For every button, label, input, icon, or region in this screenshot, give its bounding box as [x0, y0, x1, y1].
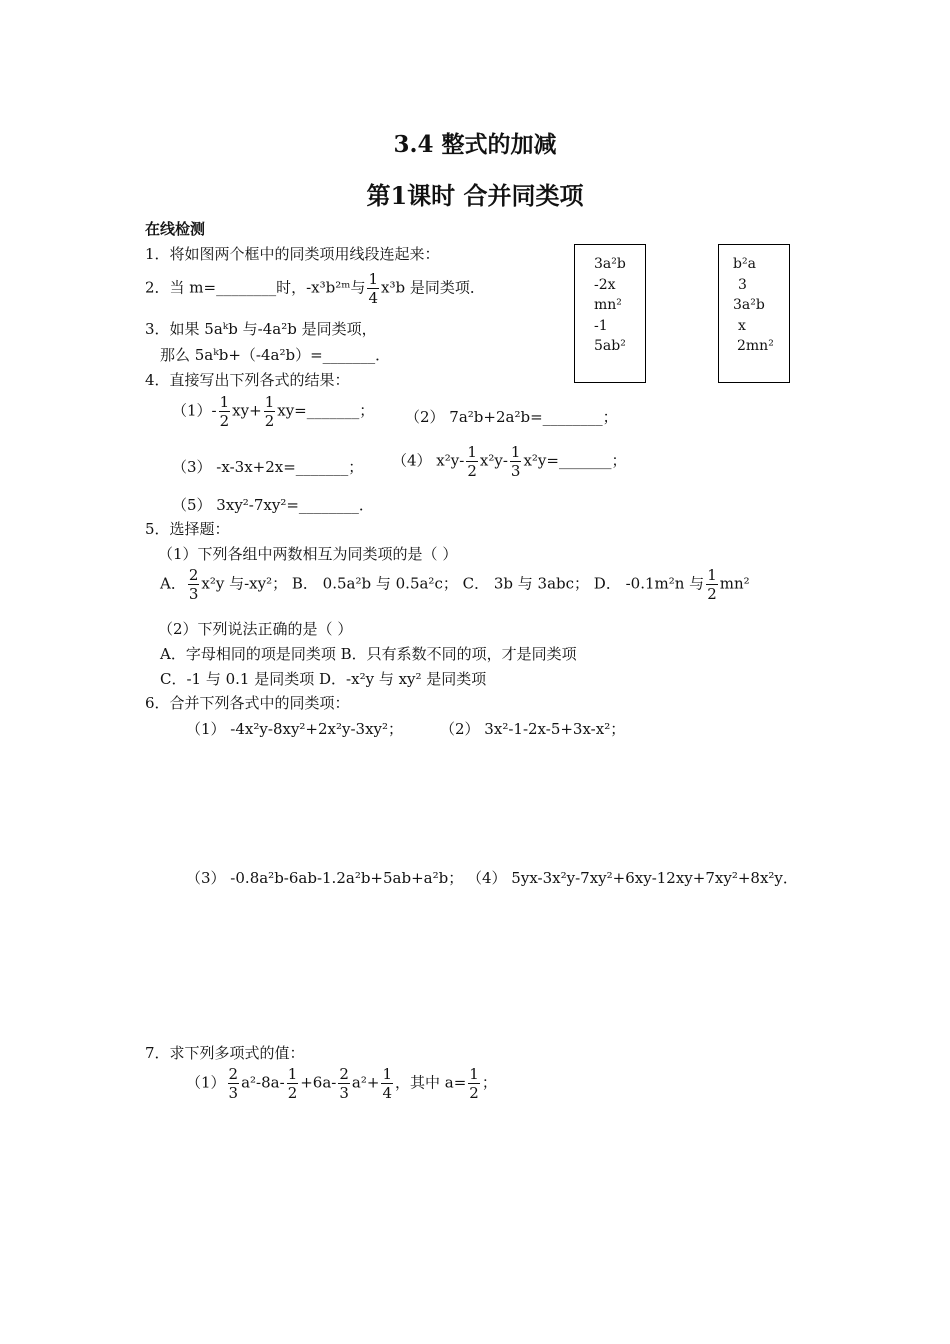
page-subtitle: 第1课时 合并同类项 [366, 181, 584, 210]
question-5-sub-1-options: A． $\frac{2}{3}$ x²y 与-xy²； B． 0.5a²b 与 0.5a²c； C． 3b 与 3abc； D． -0.1m²n 与 $\frac{1}{2}$ mn² [160, 566, 750, 603]
left-term: -2x [594, 276, 616, 293]
right-term: 3 [738, 276, 747, 293]
question-3-line-2: 那么 5aᵏb+（-4a²b）=_______． [160, 346, 391, 364]
question-6-part-4: （4） 5yx-3x²y-7xy²+6xy-12xy+7xy²+8x²y． [467, 869, 798, 887]
question-2: 2．当 m=________时，-x³b²ᵐ与 $\frac{1}{4}$ x³b 是同类项． [145, 270, 485, 307]
left-term: -1 [594, 317, 608, 334]
right-term: 2mn² [737, 338, 774, 354]
question-4-part-5: （5） 3xy²-7xy²=________． [172, 496, 374, 514]
right-term: 3a²b [733, 297, 765, 313]
question-3-line-1: 3．如果 5aᵏb 与-4a²b 是同类项， [145, 320, 377, 338]
question-5-sub-2-options-ab: A．字母相同的项是同类项 B．只有系数不同的项，才是同类项 [160, 645, 577, 663]
question-6-part-3: （3） -0.8a²b-6ab-1.2a²b+5ab+a²b； [186, 869, 464, 887]
question-4: 4．直接写出下列各式的结果： [145, 371, 350, 389]
question-4-part-1: （1）- $\frac{1}{2}$ xy+ $\frac{1}{2}$ xy=_______； [172, 393, 375, 430]
question-4-part-2: （2） 7a²b+2a²b=________； [405, 408, 618, 426]
right-term: x [738, 317, 746, 334]
question-5-sub-1: （1）下列各组中两数相互为同类项的是（ ） [158, 545, 458, 563]
question-6: 6．合并下列各式中的同类项： [145, 694, 350, 712]
question-6-part-1: （1） -4x²y-8xy²+2x²y-3xy²； [186, 720, 404, 738]
question-7-part-1: （1） $\frac{2}{3}$ a²-8a- $\frac{1}{2}$ +6a- $\frac{2}{3}$ a²+ $\frac{1}{4}$ ，其中 a= $\frac{1}{2}$ ； [186, 1065, 497, 1102]
question-4-part-4: （4） x²y- $\frac{1}{2}$ x²y- $\frac{1}{3}$ x²y=_______； [392, 443, 627, 480]
page-title: 3.4 整式的加减 [393, 131, 557, 158]
left-term: 5ab² [594, 338, 626, 354]
section-heading: 在线检测 [145, 220, 206, 238]
question-5: 5．选择题： [145, 520, 230, 538]
left-term: mn² [594, 297, 622, 313]
question-5-sub-2: （2）下列说法正确的是（ ） [158, 620, 353, 638]
left-term: 3a²b [594, 256, 626, 272]
right-term-box [718, 244, 790, 383]
question-6-part-2: （2） 3x²-1-2x-5+3x-x²； [440, 720, 626, 738]
fraction: $\frac{1}{4}$ [368, 270, 379, 307]
question-5-sub-2-options-cd: C．-1 与 0.1 是同类项 D．-x²y 与 xy² 是同类项 [160, 670, 487, 688]
question-4-part-3: （3） -x-3x+2x=_______； [172, 458, 364, 476]
left-term-box [574, 244, 646, 383]
question-7: 7．求下列多项式的值： [145, 1044, 305, 1062]
right-term: b²a [733, 256, 756, 272]
question-1: 1．将如图两个框中的同类项用线段连起来： [145, 245, 440, 263]
